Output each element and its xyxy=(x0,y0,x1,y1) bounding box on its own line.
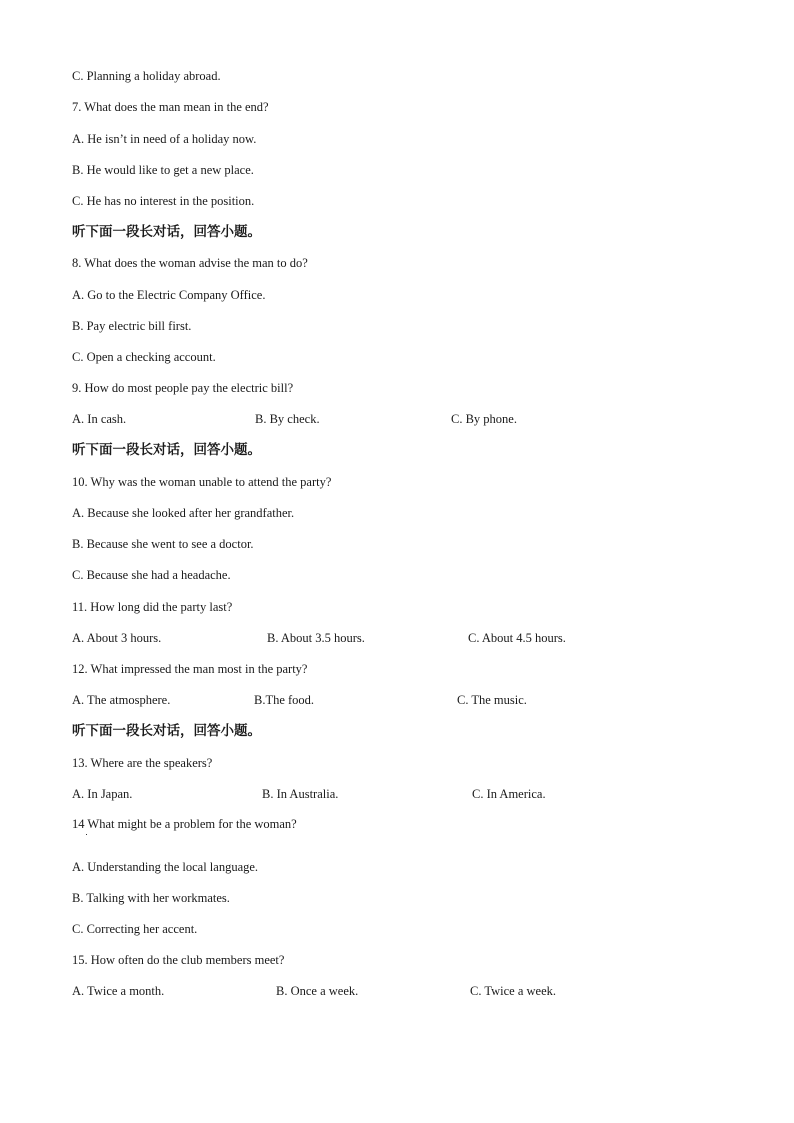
q8-option-c: C. Open a checking account. xyxy=(72,350,216,364)
q6-option-c: C. Planning a holiday abroad. xyxy=(72,69,221,83)
q13-option-b: B. In Australia. xyxy=(262,787,339,801)
q10-option-c: C. Because she had a headache. xyxy=(72,568,231,582)
q12-option-c: C. The music. xyxy=(457,693,527,707)
q15-option-a: A. Twice a month. xyxy=(72,984,165,998)
q11-option-b: B. About 3.5 hours. xyxy=(267,631,365,645)
q8-option-b: B. Pay electric bill first. xyxy=(72,319,192,333)
question-9: 9. How do most people pay the electric bill? xyxy=(72,381,294,395)
q13-option-c: C. In America. xyxy=(472,787,546,801)
q7-option-c: C. He has no interest in the position. xyxy=(72,194,255,208)
question-11: 11. How long did the party last? xyxy=(72,600,233,614)
question-7: 7. What does the man mean in the end? xyxy=(72,100,269,114)
section-heading: 听下面一段长对话，回答小题。 xyxy=(72,723,261,739)
q13-option-a: A. In Japan. xyxy=(72,787,133,801)
question-8: 8. What does the woman advise the man to do? xyxy=(72,256,308,270)
q15-option-b: B. Once a week. xyxy=(276,984,359,998)
q9-option-b: B. By check. xyxy=(255,412,320,426)
question-13: 13. Where are the speakers? xyxy=(72,756,213,770)
q11-option-c: C. About 4.5 hours. xyxy=(468,631,566,645)
question-10: 10. Why was the woman unable to attend the party? xyxy=(72,475,332,489)
q8-option-a: A. Go to the Electric Company Office. xyxy=(72,288,266,302)
q15-option-c: C. Twice a week. xyxy=(470,984,557,998)
q10-option-b: B. Because she went to see a doctor. xyxy=(72,537,254,551)
question-12: 12. What impressed the man most in the party? xyxy=(72,662,308,676)
q7-option-b: B. He would like to get a new place. xyxy=(72,163,254,177)
q12-option-a: A. The atmosphere. xyxy=(72,693,171,707)
section-heading: 听下面一段长对话，回答小题。 xyxy=(72,442,261,458)
section-heading: 听下面一段长对话，回答小题。 xyxy=(72,224,261,240)
q7-option-a: A. He isn’t in need of a holiday now. xyxy=(72,132,257,146)
q10-option-a: A. Because she looked after her grandfather. xyxy=(72,506,295,520)
question-14: 14 What might be a problem for the woman? xyxy=(72,817,297,831)
q12-option-b: B.The food. xyxy=(254,693,315,707)
question-15: 15. How often do the club members meet? xyxy=(72,953,285,967)
q9-option-c: C. By phone. xyxy=(451,412,517,426)
q14-option-c: C. Correcting her accent. xyxy=(72,922,198,936)
punctuation-dot xyxy=(86,834,87,835)
q14-option-a: A. Understanding the local language. xyxy=(72,860,259,874)
q11-option-a: A. About 3 hours. xyxy=(72,631,162,645)
q14-option-b: B. Talking with her workmates. xyxy=(72,891,230,905)
q9-option-a: A. In cash. xyxy=(72,412,127,426)
